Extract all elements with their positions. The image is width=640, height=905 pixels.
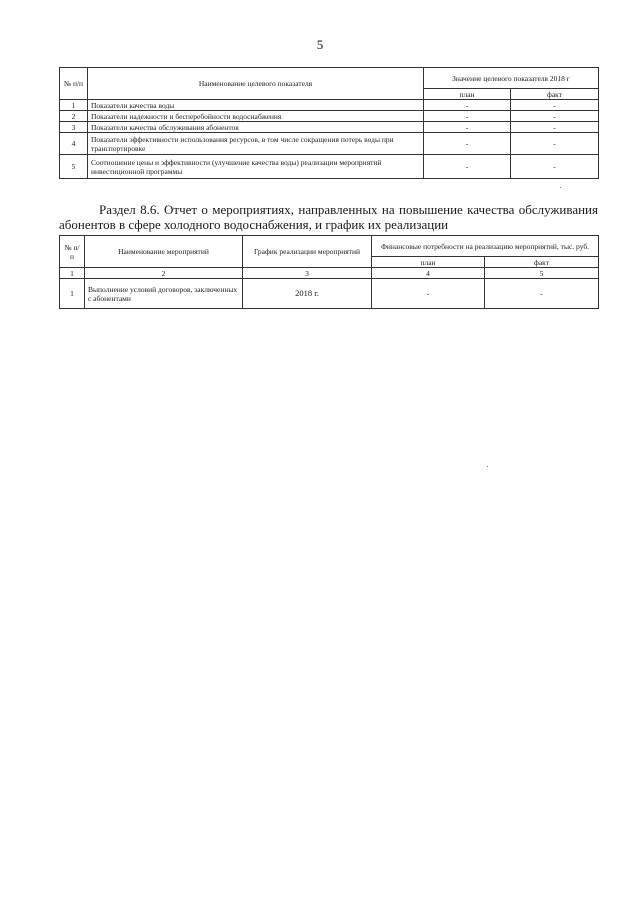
row-num: 1	[60, 100, 88, 111]
row-name: Показатели эффективности использования ресурсов, в том числе сокращения потерь воды при транспортировке	[88, 133, 424, 155]
header-measure-name: Наименование мероприятий	[85, 236, 243, 268]
row-plan: -	[372, 279, 485, 309]
table-row	[60, 155, 599, 179]
row-name: Показатели качества воды	[88, 100, 424, 111]
column-number: 1	[60, 268, 85, 279]
header-finance: Финансовые потребности на реализацию мероприятий, тыс. руб.	[372, 236, 599, 257]
row-num: 4	[60, 133, 88, 155]
target-indicators-table	[59, 67, 599, 179]
header-fact: факт	[511, 89, 599, 100]
column-number: 5	[485, 268, 599, 279]
header-num: № п/п	[60, 236, 85, 268]
header-fact: факт	[485, 257, 599, 268]
row-plan: -	[424, 111, 511, 122]
column-number: 4	[372, 268, 485, 279]
row-fact: -	[511, 100, 599, 111]
row-name: Соотношение цены и эффективности (улучшение качества воды) реализации мероприятий инвестиционной программы	[88, 155, 424, 179]
row-fact: -	[511, 122, 599, 133]
header-schedule: График реализации мероприятий	[243, 236, 372, 268]
page-number: 5	[316, 37, 324, 52]
column-number: 3	[243, 268, 372, 279]
row-fact: -	[485, 279, 599, 309]
header-num: № п/п	[60, 68, 88, 100]
row-num: 2	[60, 111, 88, 122]
row-plan: -	[424, 100, 511, 111]
row-num: 5	[60, 155, 88, 179]
table-row	[60, 100, 599, 111]
row-name: Показатели качества обслуживания абонентов	[88, 122, 424, 133]
header-indicator-value: Значение целевого показателя 2018 г	[424, 68, 599, 89]
row-schedule: 2018 г.	[243, 279, 372, 309]
column-number: 2	[85, 268, 243, 279]
row-fact: -	[511, 155, 599, 179]
header-plan: план	[372, 257, 485, 268]
header-indicator-name: Наименование целевого показателя	[88, 68, 424, 100]
column-numbers-row	[60, 268, 599, 279]
row-name: Показатели надежности и бесперебойности водоснабжения	[88, 111, 424, 122]
table-row	[60, 133, 599, 155]
row-fact: -	[511, 111, 599, 122]
row-fact: -	[511, 133, 599, 155]
row-plan: -	[424, 155, 511, 179]
section-title	[59, 202, 598, 232]
table-row	[60, 122, 599, 133]
table-row	[60, 111, 599, 122]
measures-table	[59, 235, 599, 309]
row-name: Выполнение условий договоров, заключенных с абонентами	[85, 279, 243, 309]
row-plan: -	[424, 133, 511, 155]
row-plan: -	[424, 122, 511, 133]
section-title-text: Раздел 8.6. Отчет о мероприятиях, направленных на повышение качества обслуживания абонентов в сфере холодного водоснабжения, и график их реализации	[59, 202, 598, 232]
table-row	[60, 279, 599, 309]
row-num: 3	[60, 122, 88, 133]
header-plan: план	[424, 89, 511, 100]
scan-speck	[487, 466, 488, 467]
scan-speck	[560, 187, 561, 188]
row-num: 1	[60, 279, 85, 309]
